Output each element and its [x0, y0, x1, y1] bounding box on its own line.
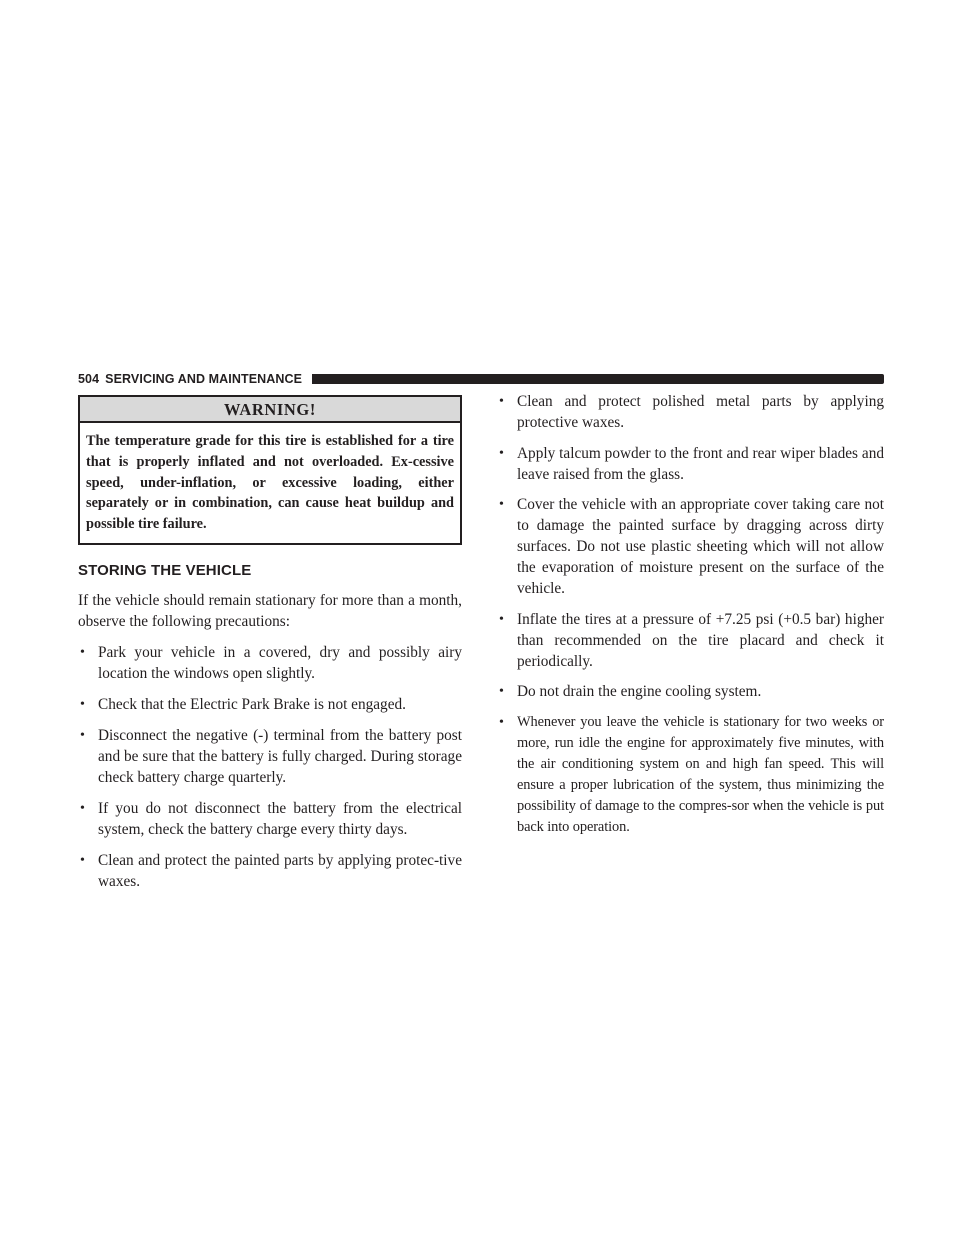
intro-paragraph: If the vehicle should remain stationary for more than a month, observe the following precautions: [78, 591, 462, 630]
list-item-text: Apply talcum powder to the front and rear wiper blades and leave raised from the glass. [517, 444, 884, 483]
running-head [78, 371, 884, 387]
bullet-icon: • [499, 714, 504, 730]
warning-box [78, 395, 462, 545]
page-number: 504 [78, 372, 100, 386]
bullet-icon: • [80, 727, 85, 743]
list-item-text: Cover the vehicle with an appropriate cover taking care not to damage the painted surface by dragging across dirty surfaces. Do not use plastic sheeting which will not allow the evaporation of moisture present on the surface of the vehicle. [517, 496, 884, 597]
list-item [78, 725, 462, 788]
header-rule [312, 374, 884, 384]
list-item-text: Check that the Electric Park Brake is not engaged. [98, 695, 406, 713]
bullet-icon: • [499, 497, 504, 512]
bullet-icon: • [80, 852, 85, 868]
list-item-text: Disconnect the negative (-) terminal from the battery post and be sure that the battery is fully charged. During storage check battery charge quarterly. [98, 726, 462, 786]
list-item [497, 712, 884, 838]
bullet-icon: • [499, 445, 504, 461]
right-column [497, 391, 884, 847]
bullet-icon: • [80, 696, 85, 712]
precautions-list-left [78, 642, 462, 892]
list-item [78, 694, 462, 715]
list-item [497, 681, 884, 702]
list-item [78, 642, 462, 684]
list-item-text: Clean and protect the painted parts by applying protec-tive waxes. [98, 851, 462, 890]
list-item-text: If you do not disconnect the battery from the electrical system, check the battery charge every thirty days. [98, 799, 462, 838]
left-column [78, 395, 462, 892]
list-item [497, 609, 884, 672]
warning-title: WARNING! [80, 397, 460, 423]
list-item-text: Park your vehicle in a covered, dry and possibly airy location the windows open slightly. [98, 643, 462, 682]
list-item [78, 850, 462, 892]
list-item [497, 443, 884, 485]
bullet-icon: • [80, 644, 85, 660]
bullet-icon: • [499, 611, 504, 627]
list-item [78, 798, 462, 840]
bullet-icon: • [499, 394, 504, 409]
list-item-text: Whenever you leave the vehicle is stationary for two weeks or more, run idle the engine for approximately five minutes, with the air conditioning system on and high fan speed. This will ensure a proper lubrication of the system, thus minimizing the possibility of damage to the compres-sor when the vehicle is put back into operation. [517, 713, 884, 835]
precautions-list-right [497, 391, 884, 838]
list-item-text: Inflate the tires at a pressure of +7.25 psi (+0.5 bar) higher than recommended on the tire placard and check it periodically. [517, 610, 884, 670]
bullet-icon: • [80, 800, 85, 816]
section-heading: STORING THE VEHICLE [78, 561, 252, 579]
section-title: SERVICING AND MAINTENANCE [105, 372, 303, 386]
list-item [497, 494, 884, 599]
list-item-text: Do not drain the engine cooling system. [517, 683, 762, 700]
warning-text: The temperature grade for this tire is established for a tire that is properly inflated and not overloaded. Ex-cessive speed, under-inflation, or excessive loading, either separately or in combination, can cause heat buildup and possible tire failure. [86, 433, 454, 533]
bullet-icon: • [499, 684, 504, 699]
list-item-text: Clean and protect polished metal parts by applying protective waxes. [517, 393, 884, 431]
list-item [497, 391, 884, 433]
